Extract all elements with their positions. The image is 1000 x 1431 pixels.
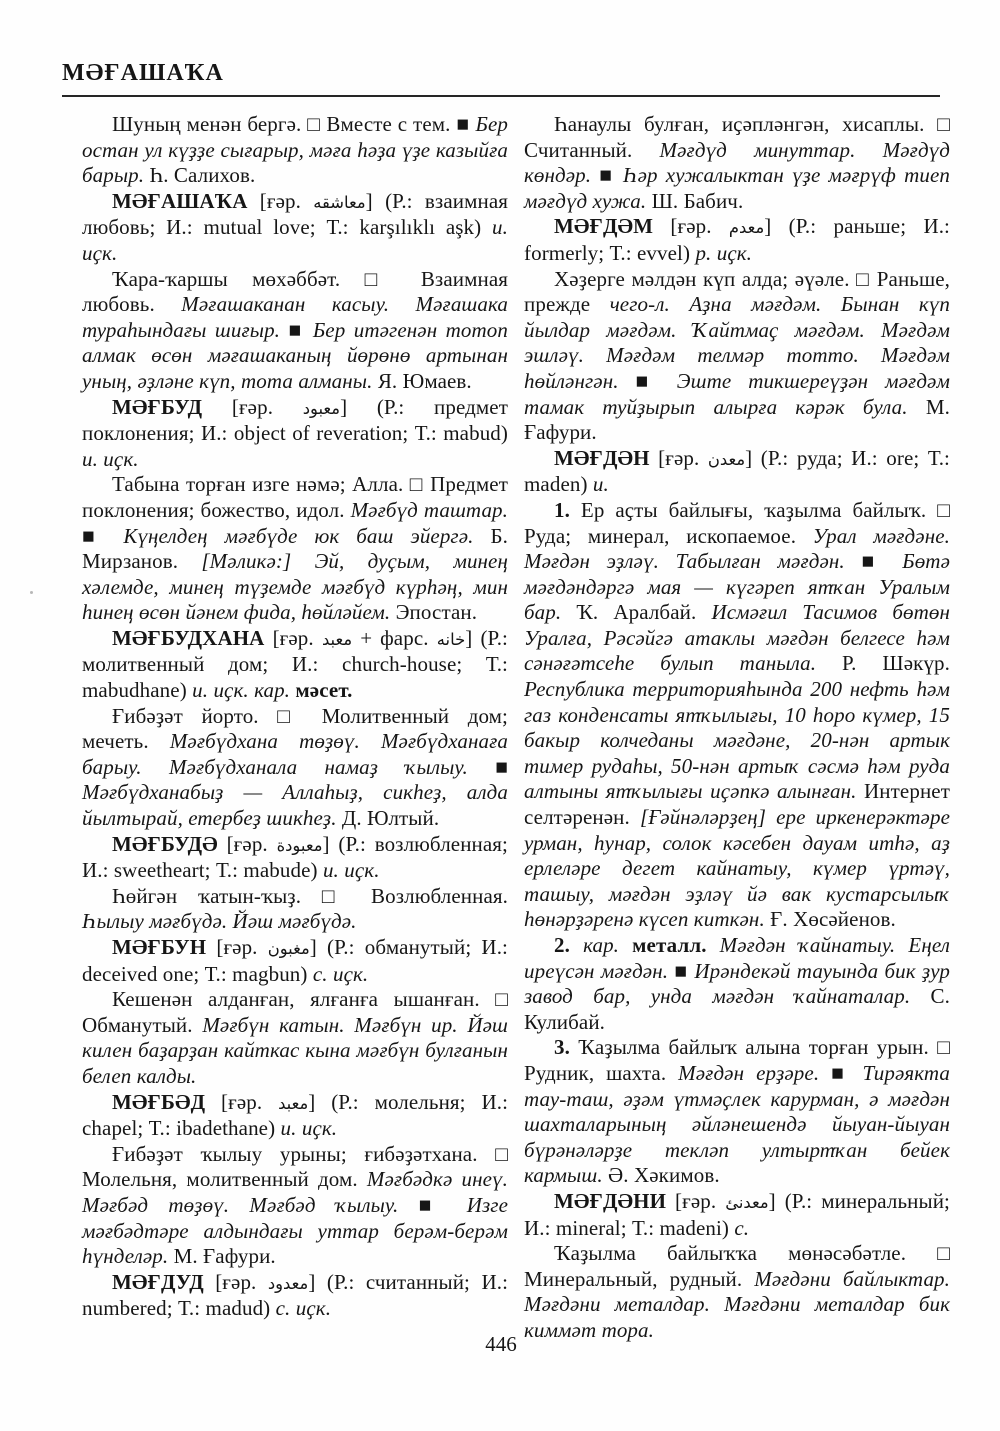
text-run: ■ <box>861 549 903 574</box>
text-run: [ғәр. <box>658 445 708 470</box>
text-run: С. Кулибай. <box>524 984 950 1034</box>
text-run: ] (Р.: обманутый; И.: deceived one; Т.: magbun) <box>82 935 508 986</box>
text-run: Урал мәғдәне. Мәғдән эҙләү. Табылған мәғдән. <box>524 523 950 574</box>
text-run: [ғәр. <box>221 1089 279 1114</box>
text-run: МӘҒБУД <box>112 394 232 419</box>
text-run: Һанаулы булған, иҫәпләнгән, хисаплы. □ Считанный. <box>524 112 950 162</box>
text-run: Ер аҫты байлығы, ҡаҙылма байлыҡ. □ Руда; минерал, ископаемое. <box>524 497 950 548</box>
text-run: и. иҫк. <box>82 215 508 265</box>
dictionary-entry <box>82 395 508 473</box>
text-run: Мәғбүд таштар. <box>350 497 508 522</box>
text-run: [ғәр. <box>272 625 322 650</box>
arabic-script: معدم <box>728 218 765 238</box>
text-run: Мәғбүдханабыҙ — Аллаһыҙ, сикһеҙ, алда йылтырай, етербеҙ шикһеҙ. <box>82 780 508 831</box>
arabic-script: معدن <box>707 449 746 469</box>
text-run: ] (Р.: взаимная любовь; И.: mutual love; Т.: karşılıklı aşk) <box>82 188 508 240</box>
text-run: Мәғдән ҡайнатыу. Еңел иреүсән мәғдән. <box>524 933 950 983</box>
text-run: М. Ғафури. <box>524 394 950 445</box>
text-run: [ғәр. <box>675 1188 726 1213</box>
text-run: Ҡ. Аралбай. <box>576 600 712 625</box>
text-run: ] (Р.: молитвенный дом; И.: church-house; Т.: mabudhane) <box>82 625 508 703</box>
text-run: Ҡаҙылма байлыҡ алына торған урын. □ Рудник, шахта. <box>524 1035 950 1085</box>
text-columns <box>82 112 950 1344</box>
text-run: Республика территорияһында 200 нефть һәм газ конденсаты ятҡылығы, 10 һоро күмер, 15 бакыр колчеданы мәғдәне, 20-нән артык тимер рудаһы, 50-нән артыҡ сәсмә һәм руда алтыны ятҡылығы иҫәпкә алынған. <box>524 677 950 804</box>
text-run: Мәғдүд минуттар. Мәғдүд көндәр. <box>524 137 950 188</box>
text-run: Мәғдән ерҙәре. <box>678 1060 832 1085</box>
text-run: 2. <box>554 933 584 957</box>
text-run: Р. Шәкүр. <box>842 651 950 676</box>
text-run: МӘҒДУД <box>112 1269 216 1294</box>
text-run: мәсет. <box>295 678 353 703</box>
text-run: ] (Р.: предмет поклонения; И.: object of reveration; Т.: mabud) <box>82 394 509 446</box>
text-run: [ғәр. <box>231 394 303 419</box>
text-run: МӘҒДӘН <box>554 445 659 470</box>
dictionary-entry <box>524 446 950 498</box>
text-run: Мәғбүдхана төҙөү. Мәғбүдханаға барыу. Мәғбүдханала намаҙ ҡылыу. <box>82 729 508 779</box>
arabic-script: معدنئ <box>725 1192 769 1212</box>
text-run: Һылыу мәғбүдә. Йәш мәғбүдә. <box>82 909 357 934</box>
dictionary-entry <box>82 935 508 987</box>
text-run: [Мәликә:] Эй, дуҫым, минең хәлемде, минең түҙемде мәғбүд күрһәң, мин һинең өсөн йәнем фида, һөйләйем. <box>82 549 509 625</box>
text-run: Д. Юлтый. <box>341 806 440 831</box>
text-run: Ҡара-ҡаршы мөхәббәт. □ Взаимная любовь. <box>82 266 508 317</box>
dictionary-entry <box>82 626 508 704</box>
arabic-script: معاشقه <box>313 192 366 212</box>
text-run: [ғәр. <box>215 1269 268 1294</box>
running-head: МӘҒАШАҠА <box>62 60 224 86</box>
text-run: [ғәр. <box>226 831 277 856</box>
text-run: Тирәякта тау-таш, әҙәм үтмәҫлек карурман, ә мәғдән шахталарының әйләнешендә йыуан-йыуан бүрәнәләрҙе текләп ултыртҡан бейек кармыш. <box>524 1060 951 1188</box>
text-run: [ғәр. <box>259 188 314 213</box>
dictionary-paragraph <box>524 112 950 214</box>
text-run: Ғ. Хөсәйенов. <box>770 907 896 932</box>
text-run: М. Ғафури. <box>173 1244 276 1269</box>
text-run: Бер остан ул күҙҙе сығарыр, мәға һәҙа үҙе казыйға барыр. <box>82 112 508 188</box>
text-run: Мәғбүн катын. Мәғбүн ир. Йәш килен баҙарҙан кайткас кына мәғбүн булғанын белеп калды. <box>82 1012 508 1088</box>
text-run: чего-л. Аҙна мәғдәм. Бынан күп йылдар мәғдәм. Ҡайтмаҫ мәғдәм. Мәғдәм эшләү. Мәғдәм телмәр тотто. Мәғдәм һөйләнгән. <box>524 292 950 393</box>
text-run: Я. Юмаев. <box>377 368 472 393</box>
dictionary-entry <box>82 1090 508 1142</box>
text-run: Исмәғил Тасимов бөтөн Уралға, Рәсәйгә атаклы мәғдән белгесе һәм сәнәғәтсеһе булып таныла. <box>524 600 951 676</box>
text-run: Күңелдең мәғбүде юк баш эйергә. <box>123 523 491 548</box>
text-run: и. иҫк. кар. <box>192 678 296 703</box>
text-run: и. <box>592 472 609 497</box>
text-run: Бөтә мәғдәндәргә мая — күгәреп ятҡан Уралым бар. <box>524 549 950 625</box>
dictionary-paragraph <box>524 267 950 446</box>
text-run: [Ғәйнәләрҙең] ере иркенерәктәре урман, һунар, солок кәсебен дауам итһә, аҙ ерлеләре дегет кайнатыу, күмер үртәү, ташыу, мәғдән эҙләү йә вак кустарсылыҡ һөнәрҙәренә күсеп киткән. <box>524 805 950 932</box>
text-run: Мәғбәдкә инеү. Мәғбәд төҙөү. Мәғбәд ҡылыу. <box>82 1167 509 1217</box>
left-column <box>82 112 508 1344</box>
text-run: ■ <box>495 754 508 779</box>
dictionary-entry <box>524 214 950 266</box>
text-run: ] (Р.: возлюбленная; И.: sweetheart; Т.: mabude) <box>82 831 508 883</box>
text-run: Ирәндекәй тауында бик ҙур завод бар, унда мәғдән ҡайнаталар. <box>524 958 951 1009</box>
dictionary-paragraph <box>82 112 508 189</box>
dictionary-paragraph <box>524 498 950 933</box>
text-run: ■ <box>674 958 695 983</box>
header-rule <box>62 95 940 97</box>
text-run: ] (Р.: считанный; И.: numbered; Т.: madud) <box>82 1269 509 1321</box>
text-run: ■ <box>418 1192 467 1217</box>
text-run: Ғибәҙәт йорто. □ Молитвенный дом; мечеть. <box>82 703 508 754</box>
text-run: Б. Мирзанов. <box>82 523 508 574</box>
text-run: Эпостан. <box>395 600 478 625</box>
text-run: Кешенән алданған, ялғанға ышанған. □ Обманутый. <box>82 987 508 1037</box>
text-run: с. иҫк. <box>312 961 369 986</box>
dictionary-paragraph <box>82 987 508 1089</box>
text-run: ■ <box>288 317 313 342</box>
text-run: Мәғдәни байлыктар. Мәғдәни металдар. Мәғдәни металдар бик киммәт тора. <box>524 1266 951 1342</box>
page-number: 446 <box>485 1332 517 1356</box>
dictionary-entry <box>82 189 508 267</box>
text-run: ] (Р.: руда; И.: ore; Т.: maden) <box>524 445 950 497</box>
dictionary-entry <box>82 832 508 884</box>
right-column <box>524 112 950 1344</box>
text-run: + фарс. <box>352 625 437 650</box>
text-run: ■ <box>831 1060 863 1085</box>
text-run: Интернет селтәренән. <box>524 779 950 830</box>
text-run: МӘҒБУН <box>112 935 217 959</box>
text-run: МӘҒБУДХАНА <box>112 625 273 650</box>
text-run: с. <box>734 1215 750 1240</box>
text-run: МӘҒДӘНИ <box>554 1188 676 1213</box>
text-run: ] (Р.: минеральный; И.: mineral; Т.: madeni) <box>524 1188 950 1240</box>
text-run: и. иҫк. <box>280 1116 338 1141</box>
dictionary-entry <box>524 1189 950 1241</box>
text-run: МӘҒДӘМ <box>554 214 671 239</box>
arabic-script: معدود <box>267 1273 309 1293</box>
arabic-script: معبد <box>321 629 353 649</box>
text-run: Изге мәғбәдтәре алдындағы уттар берәм-берәм һүнделәр. <box>82 1192 508 1269</box>
text-run: Хәҙерге мәлдән күп алда; әүәле. □ Раньше, прежде <box>524 266 950 317</box>
text-run: 3. <box>554 1035 579 1060</box>
text-run: с. иҫк. <box>275 1296 332 1321</box>
text-run: Һәр хужалыктан үҙе мәғрүф тиеп мәғдүд хужа. <box>524 163 950 213</box>
text-run: р. иҫк. <box>695 240 753 265</box>
dictionary-paragraph <box>82 704 508 832</box>
text-run: металл. <box>632 933 720 957</box>
arabic-script: مغبون <box>267 939 310 958</box>
text-run: и. иҫк. <box>82 446 139 471</box>
text-run: МӘҒАШАҠА <box>112 188 260 213</box>
text-run: [ғәр. <box>216 935 268 959</box>
text-run: Табына торған изге нәмә; Алла. □ Предмет поклонения; божество, идол. <box>82 472 508 522</box>
text-run: Ғибәҙәт ҡылыу урыны; ғибәҙәтхана. □ Молельня, молитвенный дом. <box>82 1141 508 1192</box>
text-run: Ә. Хәкимов. <box>608 1163 720 1188</box>
text-run: Һ. Салихов. <box>149 163 256 188</box>
dictionary-paragraph <box>82 884 508 935</box>
text-run: Шуның менән бергә. □ Вместе с тем. ■ <box>112 112 476 136</box>
text-run: ■ <box>82 523 124 548</box>
dictionary-paragraph <box>524 1035 950 1189</box>
text-run: ■ <box>599 163 624 188</box>
text-run: 1. <box>554 497 581 522</box>
arabic-script: معبودة <box>276 835 323 855</box>
dictionary-paragraph <box>82 267 508 395</box>
text-run: МӘҒБУДӘ <box>112 831 227 856</box>
text-run: ■ <box>635 368 677 393</box>
text-run: Ҡаҙылма байлыҡҡа мөнәсәбәтле. □ Минеральный, рудный. <box>524 1241 950 1291</box>
text-run: и. иҫк. <box>322 858 380 883</box>
text-run: ] (Р.: раньше; И.: formerly; Т.: evvel) <box>524 214 950 265</box>
text-run: кар. <box>583 933 633 957</box>
text-run: МӘҒБӘД <box>112 1089 222 1114</box>
text-run: Бер итәгенән тотоп алмак өсөн мәғашаканың йөрөнө артынан уның, әҙләне күп, тота алманы. <box>82 317 508 393</box>
dictionary-entry <box>82 1270 508 1322</box>
dictionary-paragraph <box>524 1241 950 1343</box>
dictionary-paragraph <box>82 1142 508 1270</box>
arabic-script: خانه <box>436 629 466 649</box>
dictionary-paragraph <box>82 472 508 626</box>
text-run: Мәғашаканан касыу. Мәғашака тураһындағы шиғыр. <box>82 292 508 342</box>
text-run: Һөйгән ҡатын-ҡыҙ. □ Возлюбленная. <box>112 883 508 908</box>
dictionary-paragraph <box>524 933 950 1035</box>
arabic-script: معبود <box>302 398 341 418</box>
text-run: ] (Р.: молельня; И.: chapel; Т.: ibadethane) <box>82 1089 509 1141</box>
scan-speck <box>30 591 33 594</box>
text-run: [ғәр. <box>670 214 729 239</box>
text-run: Эште тикшереүҙән мәғдәм тамак туйҙырып алырға кәрәк була. <box>524 368 950 419</box>
text-run: Ш. Бабич. <box>651 188 744 213</box>
arabic-script: معبد <box>278 1093 309 1113</box>
